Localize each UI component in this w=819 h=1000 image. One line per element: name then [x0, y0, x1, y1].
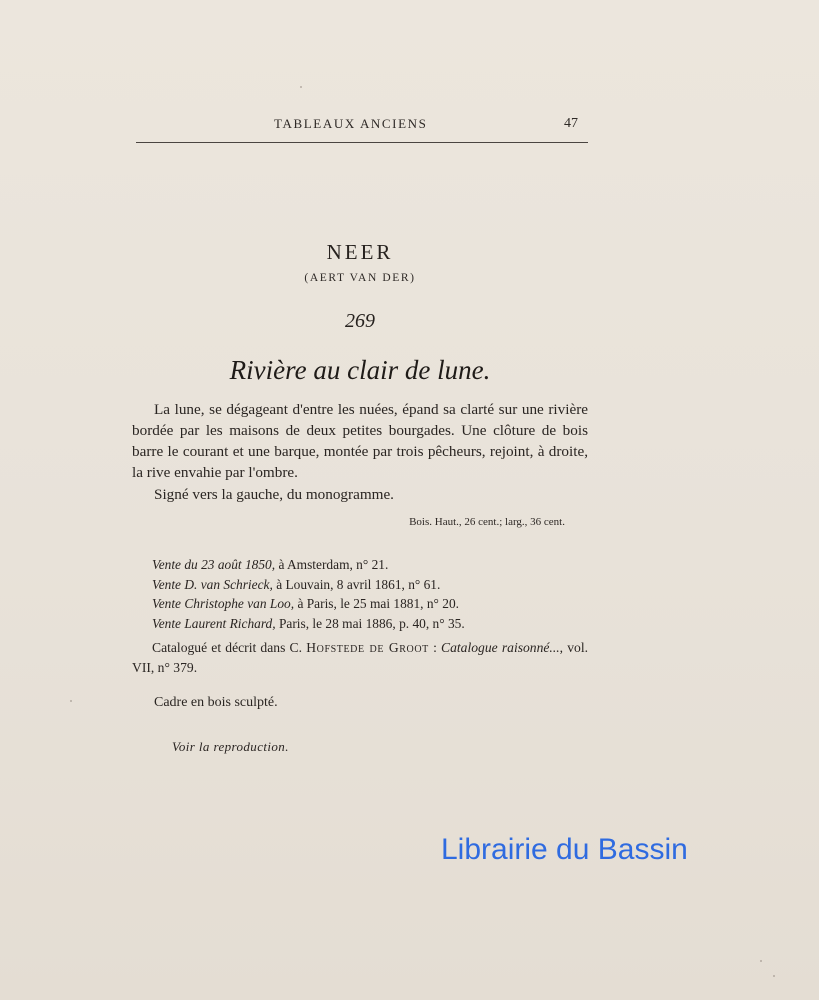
paper-speck [760, 960, 762, 962]
sale-name: Vente Christophe van Loo, [152, 596, 295, 611]
literature-suffix: , vol. VII, n° 379. [132, 640, 588, 675]
sale-name: Vente du 23 août 1850, [152, 557, 276, 572]
page-header [136, 116, 588, 143]
sale-name: Vente D. van Schrieck, [152, 576, 273, 592]
artist-name-detail: (AERT VAN DER) [304, 272, 416, 284]
running-head: TABLEAUX ANCIENS [274, 116, 428, 131]
artwork-title: Rivière au clair de lune. [229, 355, 491, 385]
bookseller-watermark: Librairie du Bassin [441, 833, 688, 866]
sale-details: à Paris, le 25 mai 1881, n° 20. [294, 596, 459, 611]
page-number: 47 [564, 116, 578, 131]
literature-prefix: Catalogué et décrit dans C. [152, 640, 307, 655]
literature-reference [132, 638, 588, 677]
literature-book-title: Catalogue raisonné... [441, 640, 560, 655]
literature-separator: : [428, 640, 442, 655]
sale-name: Vente Laurent Richard, [152, 615, 276, 631]
reproduction-reference: Voir la reproduction. [172, 739, 289, 754]
artist-name: NEER [326, 240, 394, 264]
artwork-description: La lune, se dégageant d'entre les nuées, épand sa clarté sur une rivière bordée par les maisons de deux petites bourgades. Une clôture de bois barre le courant et une barque, montée par trois pêcheurs, rejoint, à droite, la rive envahie par l'ombre. [132, 401, 588, 481]
paper-speck [300, 86, 302, 88]
literature-author: Hofstede de Groot [306, 640, 429, 655]
sale-details: Paris, le 28 mai 1886, p. 40, n° 35. [275, 615, 465, 631]
provenance-item [152, 555, 465, 575]
lot-number: 269 [345, 310, 375, 332]
sale-details: à Amsterdam, n° 21. [275, 557, 389, 572]
sale-details: à Louvain, 8 avril 1861, n° 61. [272, 576, 441, 592]
provenance-item [152, 614, 465, 634]
paper-speck [773, 975, 775, 977]
paper-speck [70, 700, 72, 702]
provenance-item [152, 594, 465, 614]
dimensions-note: Bois. Haut., 26 cent.; larg., 36 cent. [409, 516, 565, 528]
signature-note: Signé vers la gauche, du monogramme. [154, 486, 394, 503]
provenance-list [152, 555, 465, 633]
provenance-item [152, 575, 465, 595]
frame-note: Cadre en bois sculpté. [154, 695, 278, 710]
